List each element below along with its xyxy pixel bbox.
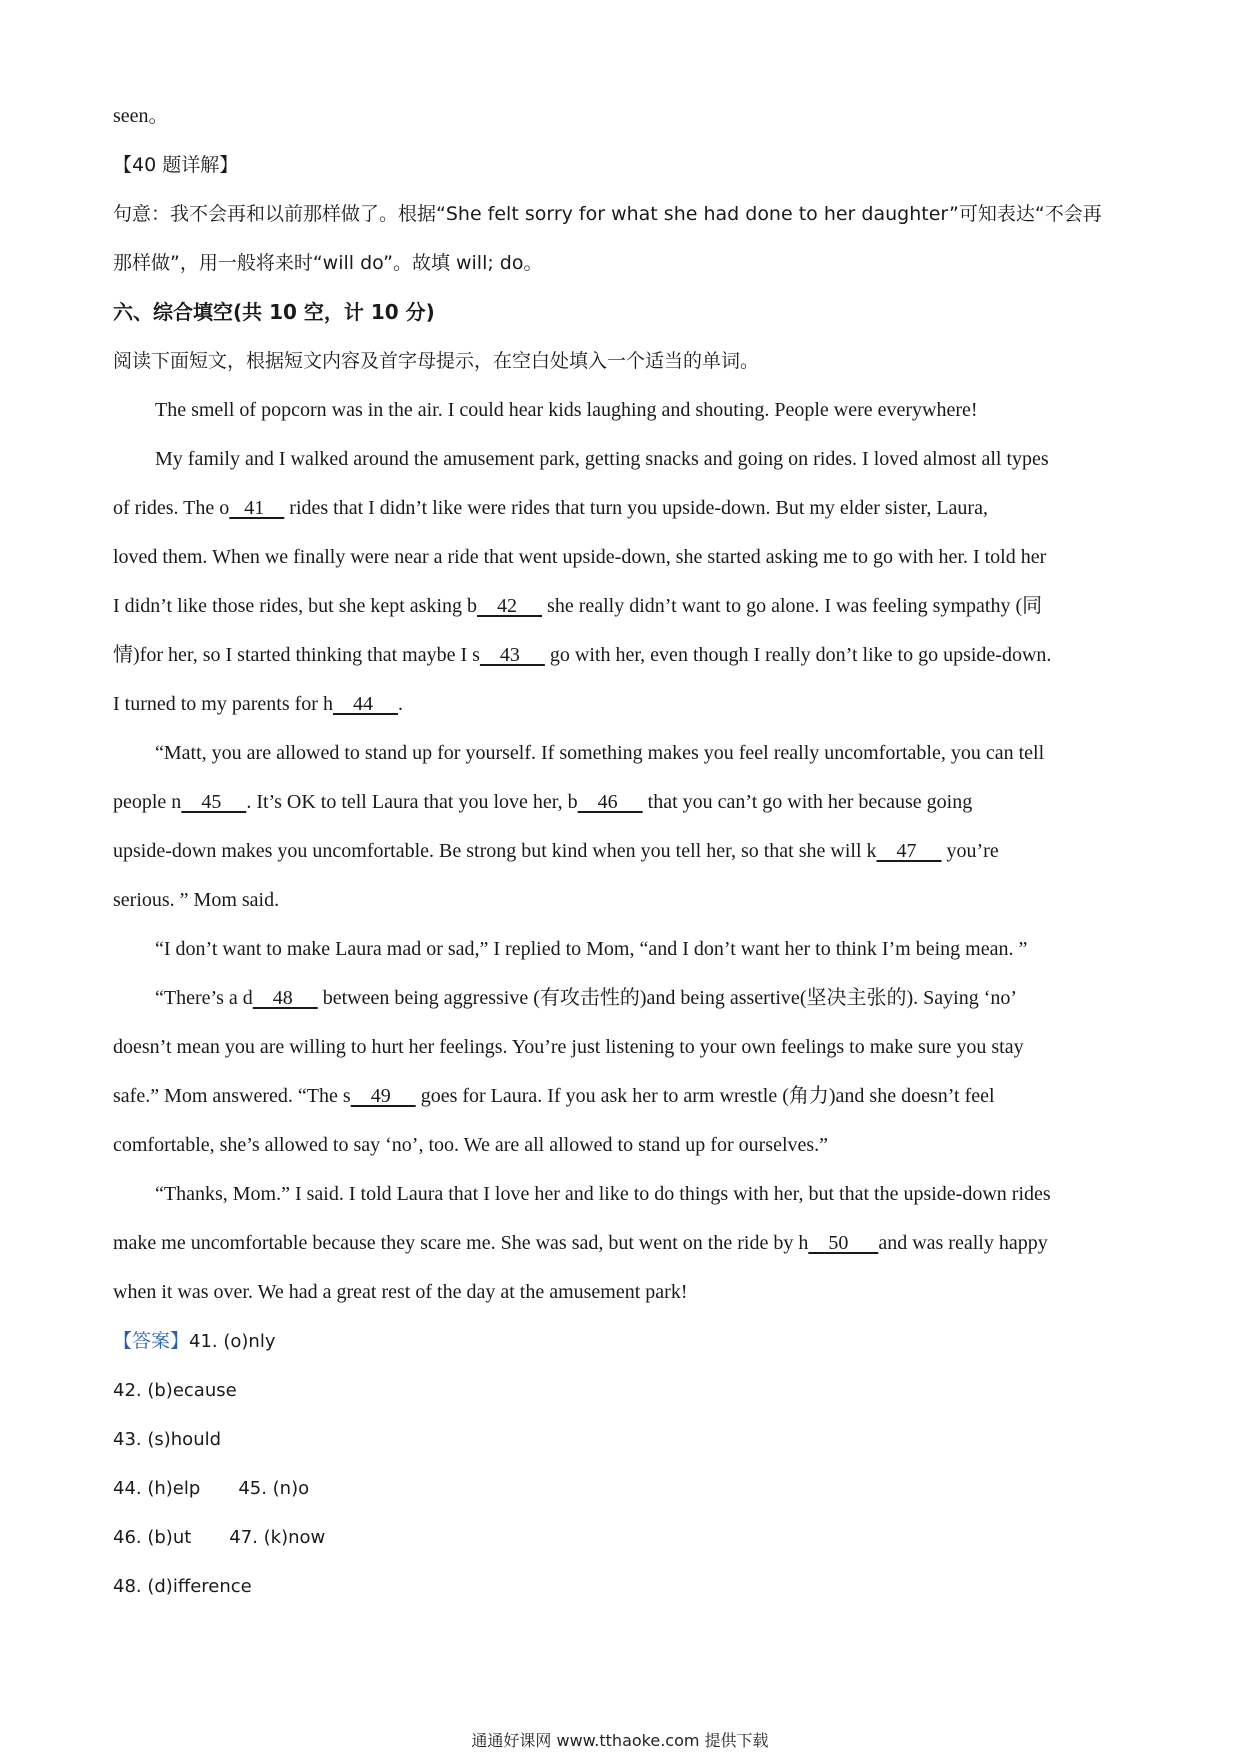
text-span: go with her, even though I really don’t like to go upside-down. [544,644,1052,666]
q40-explanation-line-2: 那样做”，用一般将来时“will do”。故填 will; do。 [113,252,543,274]
text-span: I didn’t like those rides, but she kept asking b [113,595,478,617]
text-span: you’re [941,840,999,862]
passage-line [113,1072,1133,1121]
blank-46: 46 [577,791,643,813]
text-span: upside-down makes you uncomfortable. Be strong but kind when you tell her, so that she will k [113,840,877,862]
blank-50: 50 [808,1232,879,1254]
text-span: between being aggressive (有攻击性的)and being assertive(坚决主张的). Saying ‘no’ [317,987,1018,1009]
text-span: . [397,693,403,715]
answer-line [113,1513,1133,1562]
answer-46: 46. (b)ut [113,1527,192,1548]
text-span: . It’s OK to tell Laura that you love her, b [246,791,578,813]
passage-paragraph-4: “I don’t want to make Laura mad or sad,” I replied to Mom, “and I don’t want her to think I’m being mean. ” [155,938,1028,960]
answer-43: 43. (s)hould [113,1429,222,1450]
blank-47: 47 [876,840,942,862]
text-span: that you can’t go with her because going [642,791,973,813]
passage-line: My family and I walked around the amusement park, getting snacks and going on rides. I loved almost all types [155,448,1049,470]
passage-line: when it was over. We had a great rest of the day at the amusement park! [113,1281,688,1303]
passage-line [113,778,1133,827]
blank-48: 48 [252,987,318,1009]
section-title: 六、综合填空(共 10 空，计 10 分) [113,300,435,324]
blank-44: 44 [332,693,398,715]
text-span: and was really happy [878,1232,1048,1254]
text-span: people n [113,791,182,813]
answer-line [113,1464,1133,1513]
passage-line: comfortable, she’s allowed to say ‘no’, too. We are all allowed to stand up for ourselves.” [113,1134,829,1156]
text-span: safe.” Mom answered. “The s [113,1085,351,1107]
passage-line: serious. ” Mom said. [113,889,280,911]
blank-41: 41 [229,497,285,519]
text-span: make me uncomfortable because they scare me. She was sad, but went on the ride by h [113,1232,809,1254]
passage-line [113,680,1133,729]
page-footer: 通通好课网 www.tthaoke.com 提供下载 [471,1731,769,1750]
q40-header: 【40 题详解】 [113,154,239,176]
q40-explanation-line-1: 句意：我不会再和以前那样做了。根据“She felt sorry for what she had done to her daughter”可知表达“不会再 [113,203,1102,225]
answer-41: 41. (o)nly [189,1331,276,1352]
passage-line [113,827,1133,876]
text-span: I turned to my parents for h [113,693,333,715]
answer-42: 42. (b)ecause [113,1380,237,1401]
section-instruction: 阅读下面短文，根据短文内容及首字母提示，在空白处填入一个适当的单词。 [113,350,760,372]
passage-line [113,582,1133,631]
text-span: of rides. The o [113,497,230,519]
answer-45: 45. (n)o [238,1478,310,1499]
document-page [113,92,1133,1611]
answer-44: 44. (h)elp [113,1478,201,1499]
passage-line: loved them. When we finally were near a ride that went upside-down, she started asking me to go with her. I told her [113,546,1047,568]
passage-line [113,1219,1133,1268]
blank-45: 45 [181,791,247,813]
passage-line [113,484,1133,533]
answer-tag: 【答案】 [113,1330,190,1352]
passage-line: “Matt, you are allowed to stand up for yourself. If something makes you feel really uncomfortable, you can tell [155,742,1045,764]
passage-line: “Thanks, Mom.” I said. I told Laura that I love her and like to do things with her, but that the upside-down rides [155,1183,1051,1205]
answer-line [113,1317,1133,1366]
passage-line: doesn’t mean you are willing to hurt her feelings. You’re just listening to your own feelings to make sure you stay [113,1036,1024,1058]
blank-43: 43 [479,644,545,666]
blank-49: 49 [350,1085,416,1107]
text-span: “There’s a d [155,987,253,1009]
answer-48: 48. (d)ifference [113,1576,252,1597]
text-span: goes for Laura. If you ask her to arm wrestle (角力)and she doesn’t feel [415,1085,995,1107]
text-line: seen。 [113,105,169,127]
answer-47: 47. (k)now [229,1527,326,1548]
text-span: she really didn’t want to go alone. I was feeling sympathy (同 [542,595,1043,617]
passage-line [113,631,1133,680]
text-span: 情)for her, so I started thinking that maybe I s [113,644,480,666]
blank-42: 42 [477,595,543,617]
text-span: rides that I didn’t like were rides that turn you upside-down. But my elder sister, Laura, [284,497,988,519]
passage-paragraph-1: The smell of popcorn was in the air. I could hear kids laughing and shouting. People were everywhere! [155,399,978,421]
passage-line [113,974,1133,1023]
